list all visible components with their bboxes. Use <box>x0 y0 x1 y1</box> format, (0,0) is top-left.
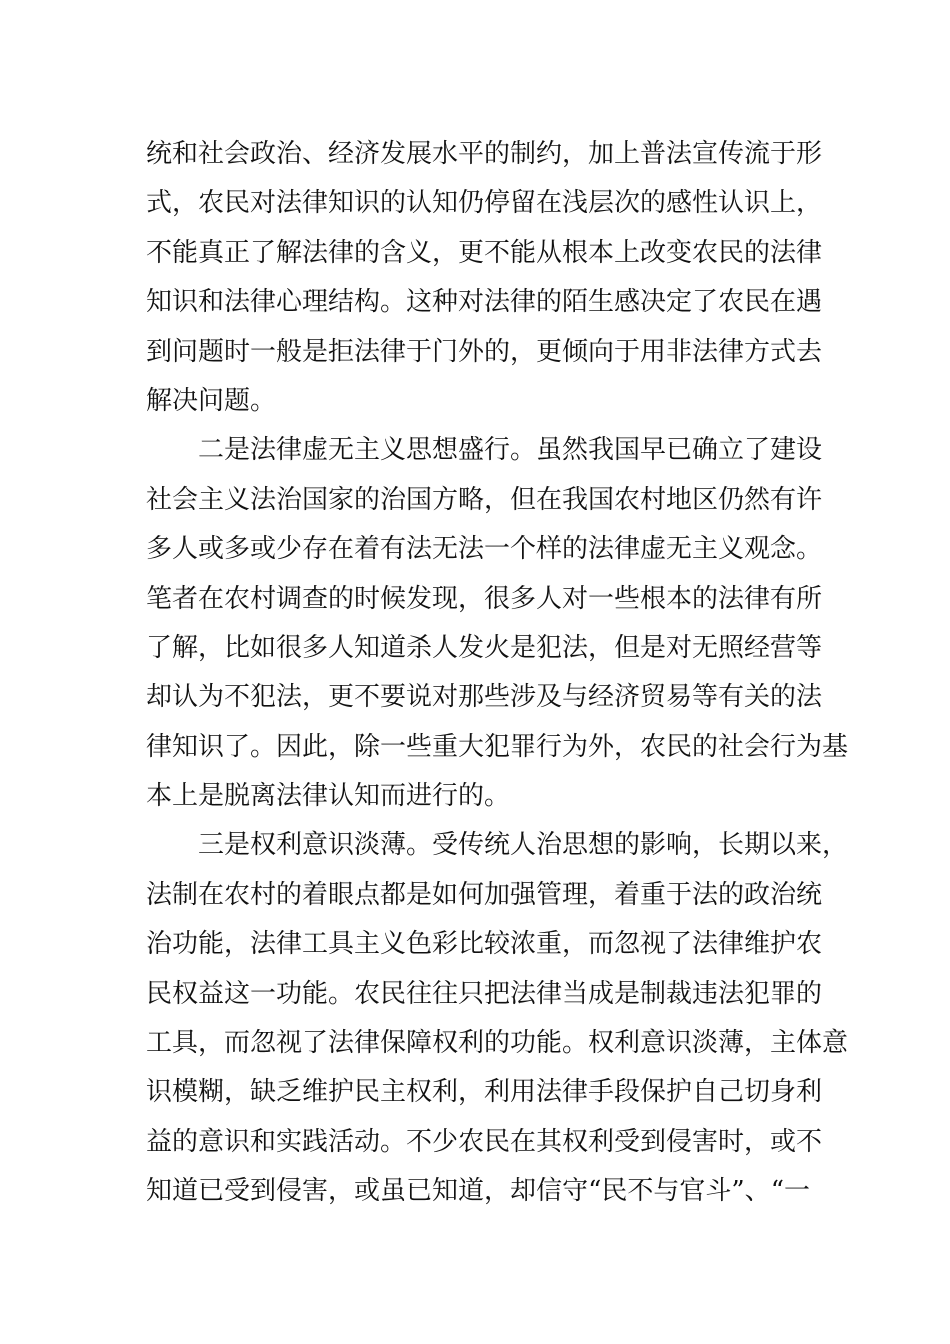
text-line: 式，农民对法律知识的认知仍停留在浅层次的感性认识上， <box>146 188 823 219</box>
text-line: 多人或多或少存在着有法无法一个样的法律虚无主义观念。 <box>146 534 823 565</box>
text-line: 到问题时一般是拒法律于门外的，更倾向于用非法律方式去 <box>146 336 823 367</box>
text-line: 社会主义法治国家的治国方略，但在我国农村地区仍然有许 <box>146 484 823 515</box>
paragraph-first-line: 二是法律虚无主义思想盛行。虽然我国早已确立了建设 <box>198 435 823 466</box>
text-line: 统和社会政治、经济发展水平的制约，加上普法宣传流于形 <box>146 139 823 169</box>
text-line: 本上是脱离法律认知而进行的。 <box>146 781 511 812</box>
text-line: 识模糊，缺乏维护民主权利，利用法律手段保护自己切身利 <box>146 1077 823 1108</box>
text-line: 笔者在农村调查的时候发现，很多人对一些根本的法律有所 <box>146 583 823 614</box>
text-line: 律知识了。因此，除一些重大犯罪行为外，农民的社会行为基 <box>146 731 849 762</box>
text-line: 了解，比如很多人知道杀人发火是犯法，但是对无照经营等 <box>146 632 823 663</box>
text-line: 民权益这一功能。农民往往只把法律当成是制裁违法犯罪的 <box>146 978 823 1009</box>
text-line: 工具，而忽视了法律保障权利的功能。权利意识淡薄，主体意 <box>146 1028 849 1059</box>
text-line: 不能真正了解法律的含义，更不能从根本上改变农民的法律 <box>146 237 823 268</box>
text-line: 却认为不犯法，更不要说对那些涉及与经济贸易等有关的法 <box>146 682 823 713</box>
text-line: 知识和法律心理结构。这种对法律的陌生感决定了农民在遇 <box>146 287 823 318</box>
text-line: 治功能，法律工具主义色彩比较浓重，而忽视了法律维护农 <box>146 929 823 960</box>
text-line: 益的意识和实践活动。不少农民在其权利受到侵害时，或不 <box>146 1126 823 1157</box>
paragraph-first-line: 三是权利意识淡薄。受传统人治思想的影响，长期以来， <box>198 830 849 861</box>
text-line: 知道已受到侵害，或虽已知道，却信守“民不与官斗”、“一 <box>146 1176 810 1207</box>
body-text <box>146 130 849 1217</box>
text-line: 解决问题。 <box>146 385 277 416</box>
text-line: 法制在农村的着眼点都是如何加强管理，着重于法的政治统 <box>146 879 823 910</box>
